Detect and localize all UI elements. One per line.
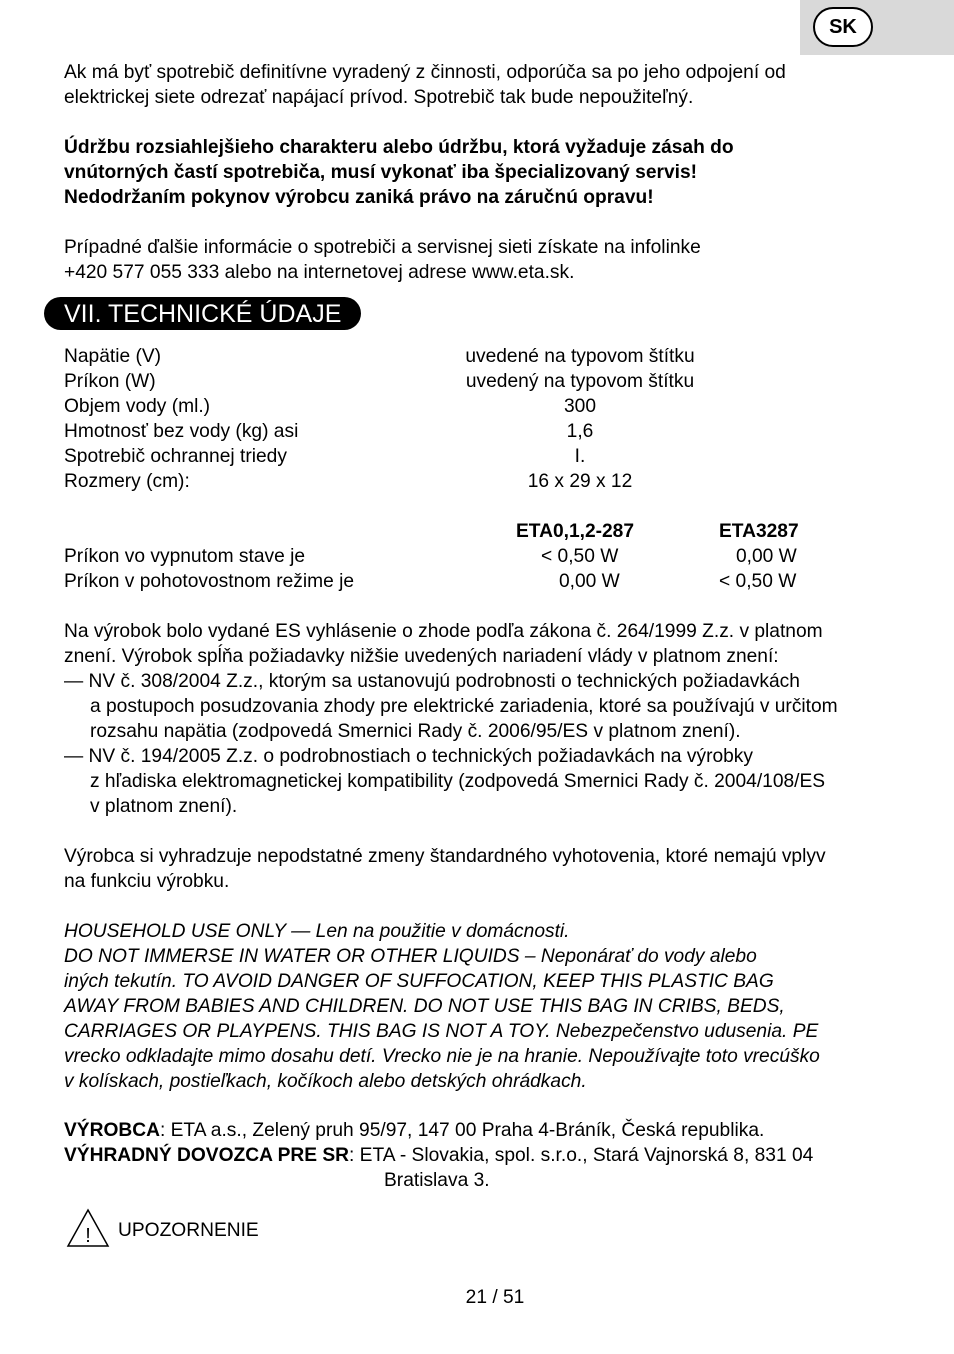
infoline-paragraph: Prípadné ďalšie informácie o spotrebiči a servisnej sieti získate na infolinke +420 577 055 333 alebo na internetovej adrese www.eta.sk. bbox=[64, 237, 701, 283]
spec-row: Rozmery (cm): 16 x 29 x 12 bbox=[64, 471, 633, 492]
manufacturer-info: VÝROBCA: ETA a.s., Zelený pruh 95/97, 147 00 Praha 4-Bráník, Česká republika. VÝHRADNÝ DOVOZCA PRE SR: ETA - Slovakia, spol. s.r.o., Stará Vajnorská 8, 831 04 Bratislava 3. bbox=[64, 1118, 894, 1193]
spec-row: Napätie (V) uvedené na typovom štítku bbox=[64, 346, 695, 367]
power-table-header bbox=[64, 519, 824, 544]
column-header-model-2: ETA3287 bbox=[719, 521, 799, 542]
power-row: Príkon v pohotovostnom režime je 0,00 W < 0,50 W bbox=[64, 571, 797, 592]
conformity-declaration: Na výrobok bolo vydané ES vyhlásenie o zhode podľa zákona č. 264/1999 Z.z. v platnom znení. Výrobok spĺňa požiadavky nižšie uvedených nariadení vlády v platnom znení: — NV č. 308/2004 Z.z., ktorým sa ustanovujú podrobnosti o technických požiadavkách a postupoch posudzovania zhody pre elektrické zariadenia, ktoré sa používajú v určitom rozsahu napätia (zodpovedá Smernici Rady č. 2006/95/ES v platnom znení). — NV č. 194/2005 Z.z. o podrobnostiach o technických požiadavkách na výrobky z hľadiska elektromagnetickej kompatibility (zodpovedá Smernici Rady č. 2004/108/ES v platnom znení). bbox=[64, 621, 838, 817]
maintenance-warning: Údržbu rozsiahlejšieho charakteru alebo údržbu, ktorá vyžaduje zásah do vnútorných častí spotrebiča, musí vykonať iba špecializovaný servis! Nedodržaním pokynov výrobcu zaniká právo na záručnú opravu! bbox=[64, 137, 734, 208]
svg-text:!: ! bbox=[85, 1225, 91, 1247]
section-title: VII. TECHNICKÉ ÚDAJE bbox=[44, 297, 361, 330]
safety-warnings: HOUSEHOLD USE ONLY — Len na použitie v domácnosti. DO NOT IMMERSE IN WATER OR OTHER LIQUIDS – Neponárať do vody alebo iných tekutín. TO AVOID DANGER OF SUFFOCATION, KEEP THIS PLASTIC BAG AWAY FROM BABIES AND CHILDREN. DO NOT USE THIS BAG IN CRIBS, BEDS, CARRIAGES OR PLAYPENS. THIS BAG IS NOT A TOY. Nebezpečenstvo udusenia. PE vrecko odkladajte mimo dosahu detí. Vrecko nie je na hranie. Nepoužívajte toto vrecúško v kolískach, postieľkach, kočíkoch alebo detských ohrádkach. bbox=[64, 921, 820, 1092]
language-badge: SK bbox=[813, 7, 873, 47]
manufacturer-line: VÝROBCA: ETA a.s., Zelený pruh 95/97, 147 00 Praha 4-Bráník, Česká republika. bbox=[64, 1120, 765, 1141]
changes-notice: Výrobca si vyhradzuje nepodstatné zmeny štandardného vyhotovenia, ktoré nemajú vplyv na funkciu výrobku. bbox=[64, 846, 826, 892]
column-header-model-1: ETA0,1,2-287 bbox=[516, 521, 635, 542]
spec-row: Objem vody (ml.) 300 bbox=[64, 396, 596, 417]
warning-label: UPOZORNENIE bbox=[118, 1220, 259, 1241]
importer-line: VÝHRADNÝ DOVOZCA PRE SR: ETA - Slovakia, spol. s.r.o., Stará Vajnorská 8, 831 04 bbox=[64, 1145, 814, 1166]
warning-triangle-icon bbox=[66, 1208, 110, 1248]
spec-row: Hmotnosť bez vody (kg) asi 1,6 bbox=[64, 421, 594, 442]
power-row: Príkon vo vypnutom stave je < 0,50 W 0,00 W bbox=[64, 546, 797, 567]
page-number: 21 / 51 bbox=[465, 1287, 525, 1308]
spec-row: Spotrebič ochrannej triedy I. bbox=[64, 446, 586, 467]
intro-paragraph-1: Ak má byť spotrebič definitívne vyradený z činnosti, odporúča sa po jeho odpojení od elektrickej siete odrezať napájací prívod. Spotrebič tak bude nepoužiteľný. bbox=[64, 62, 786, 108]
spec-row: Príkon (W) uvedený na typovom štítku bbox=[64, 371, 695, 392]
